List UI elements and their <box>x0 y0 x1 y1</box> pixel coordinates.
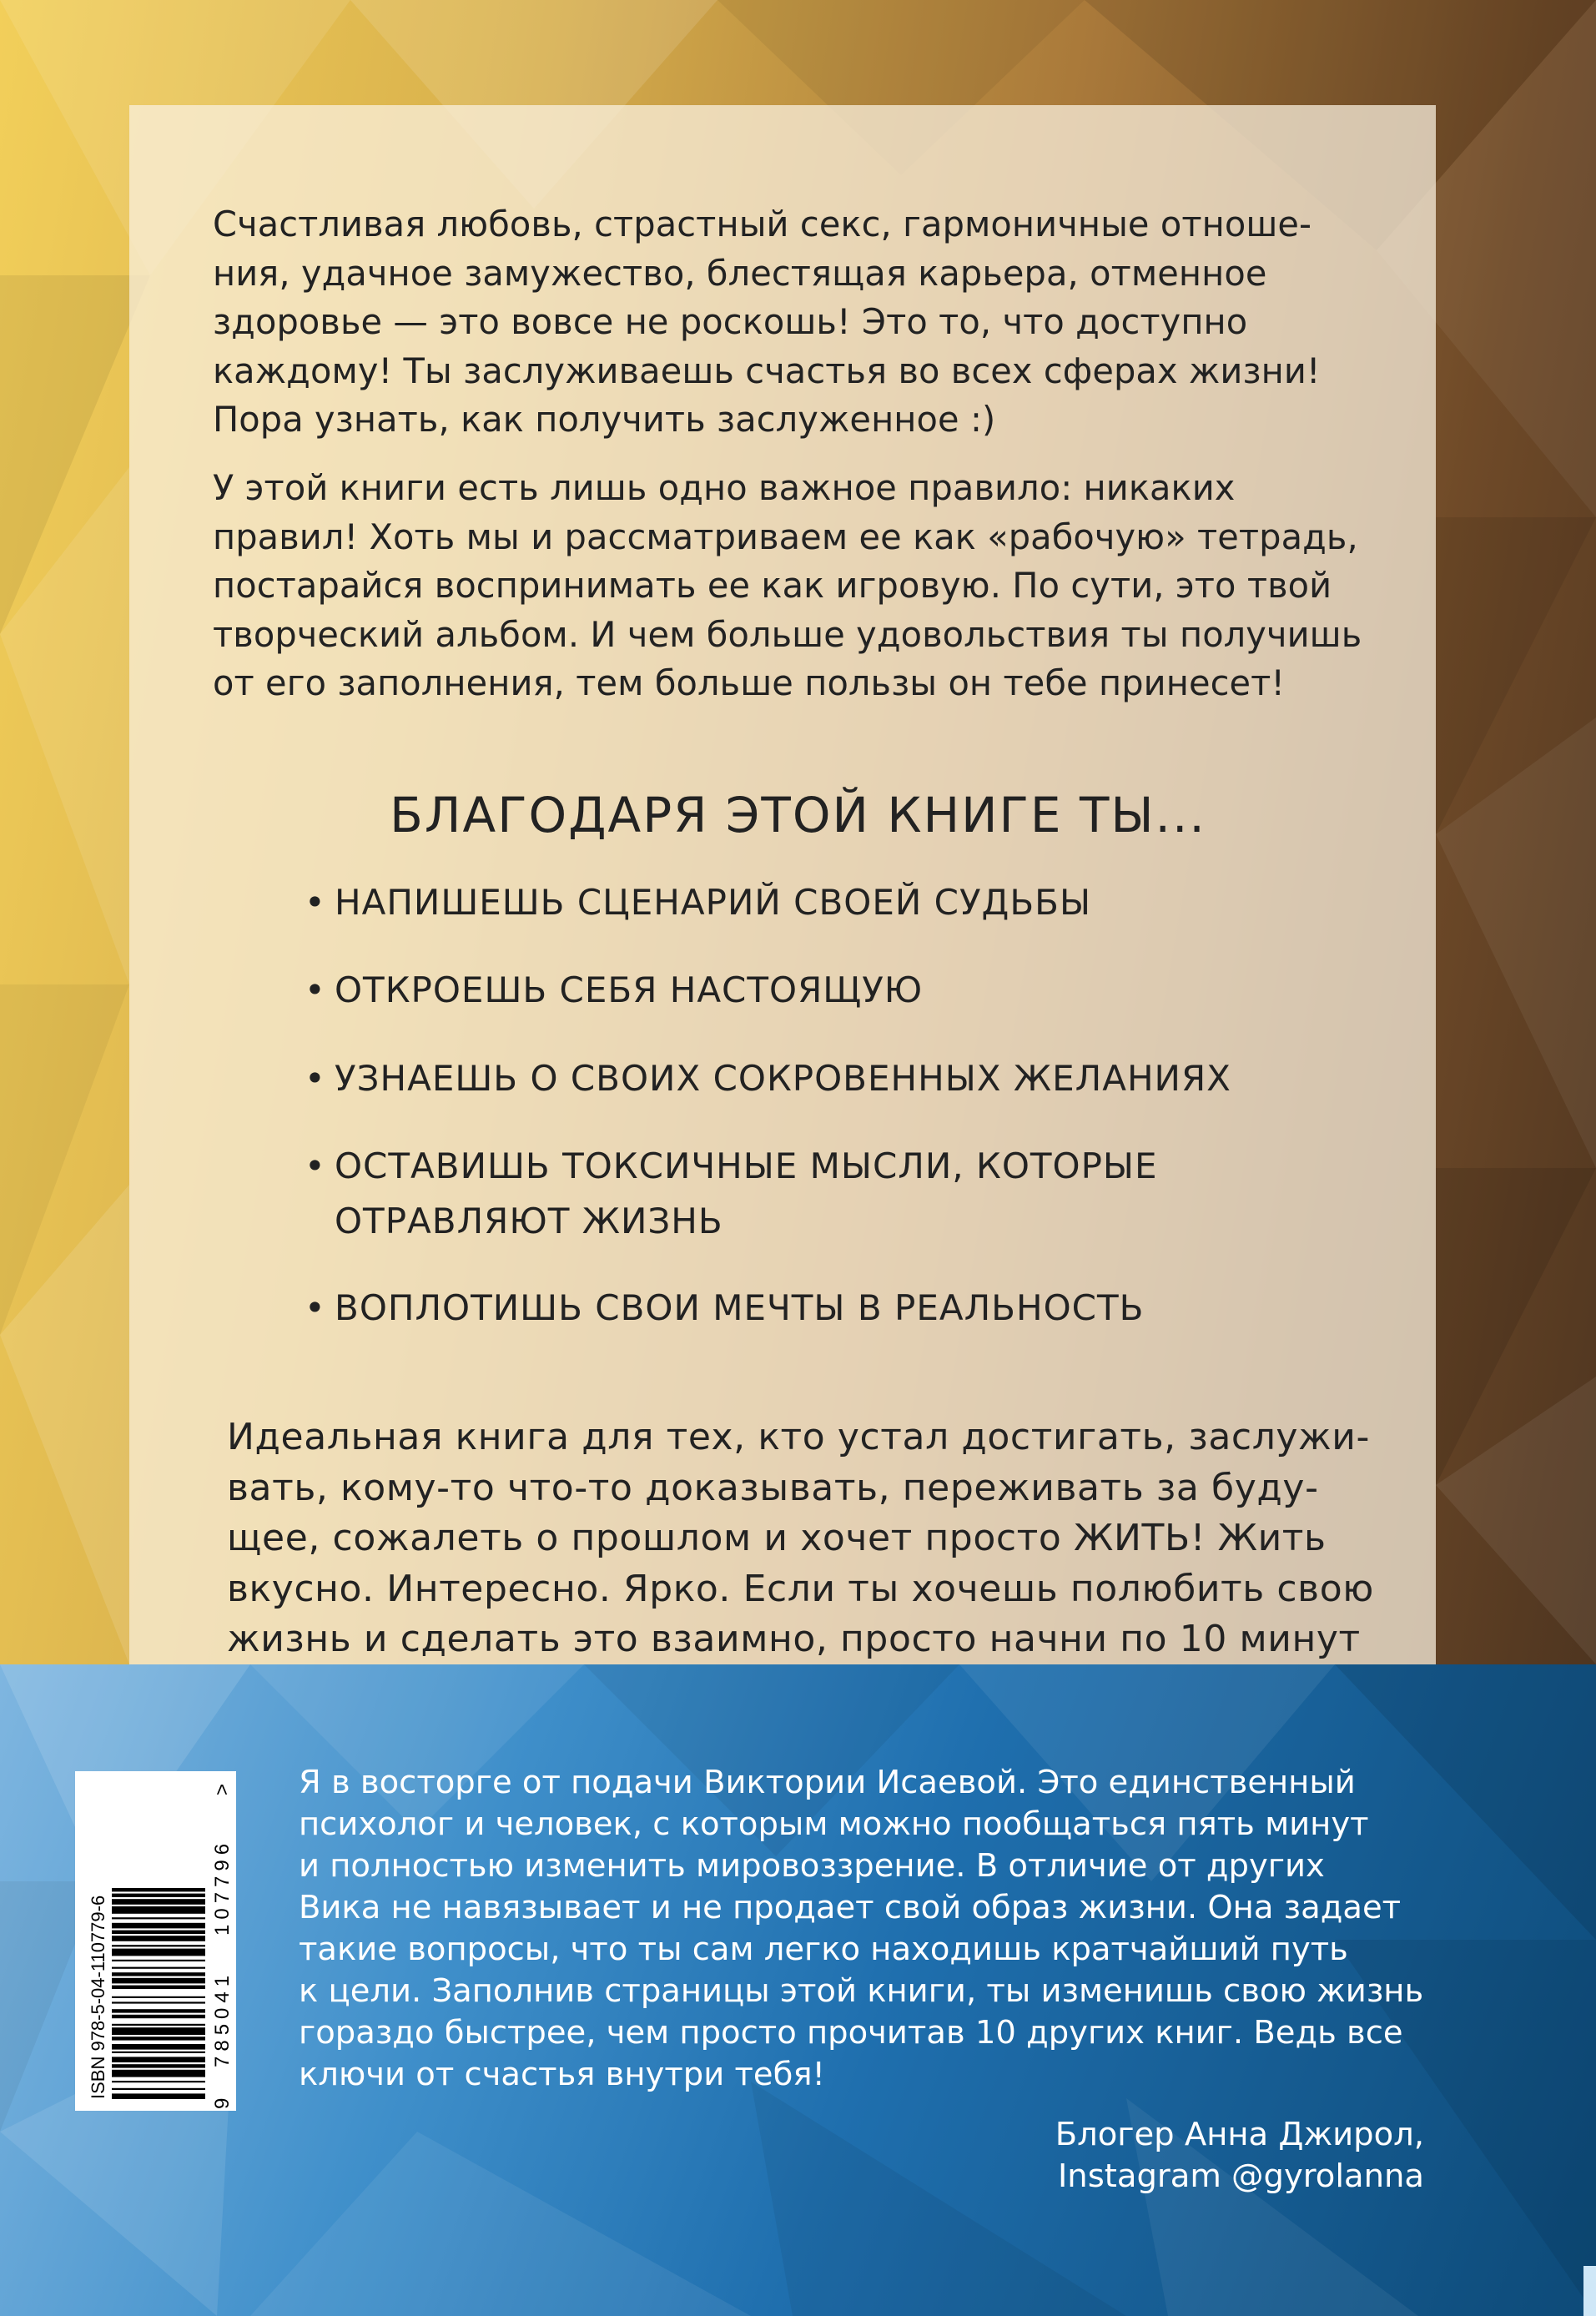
text-line: здоровье — это вовсе не роскошь! Это то, что доступно <box>213 301 1248 342</box>
barcode-bar <box>112 2070 205 2077</box>
barcode-digits-left: 785041 <box>211 1970 234 2067</box>
testimonial-quote <box>299 1762 1423 2096</box>
barcode-digits-right: 107796 <box>211 1838 234 1936</box>
benefit-text: НАПИШЕШЬ СЦЕНАРИЙ СВОЕЙ СУДЬБЫ <box>335 882 1092 923</box>
author-name: Блогер Анна Джирол, <box>1055 2116 1424 2153</box>
barcode-bar <box>112 2088 205 2090</box>
text-line: от его заполнения, тем больше пользы он тебе принесет! <box>213 662 1286 703</box>
benefit-item <box>307 1051 1231 1106</box>
isbn-barcode <box>75 1771 236 2111</box>
text-line: гораздо быстрее, чем просто прочитав 10 других книг. Ведь все <box>299 2014 1403 2052</box>
text-line: каждому! Ты заслуживаешь счастья во всех сферах жизни! <box>213 350 1321 391</box>
outro-paragraph <box>227 1412 1374 1665</box>
text-line: такие вопросы, что ты сам легко находишь кратчайший путь <box>299 1931 1348 1968</box>
benefit-text: УЗНАЕШЬ О СВОИХ СОКРОВЕННЫХ ЖЕЛАНИЯХ <box>335 1058 1231 1099</box>
barcode-bar <box>112 1996 205 1998</box>
barcode-bar <box>112 1949 205 1956</box>
barcode-bar <box>112 1888 205 1891</box>
bullet-icon: • <box>305 969 326 1010</box>
text-line: Идеальная книга для тех, кто устал достигать, заслужи- <box>227 1416 1370 1458</box>
barcode-bar <box>112 1906 205 1914</box>
text-line: постарайся воспринимать ее как игровую. По сути, это твой <box>213 565 1332 606</box>
barcode-graphic <box>75 1771 236 2111</box>
barcode-bar <box>112 1945 205 1946</box>
text-line: психолог и человек, с которым можно пообщаться пять минут <box>299 1805 1369 1843</box>
benefit-text: ОСТАВИШЬ ТОКСИЧНЫЕ МЫСЛИ, КОТОРЫЕ <box>335 1145 1158 1186</box>
barcode-bar <box>112 2081 205 2082</box>
barcode-arrow: > <box>211 1783 234 1795</box>
barcode-bar <box>112 1960 205 1961</box>
barcode-bar <box>112 2001 205 2003</box>
benefit-text: ОТКРОЕШЬ СЕБЯ НАСТОЯЩУЮ <box>335 969 924 1010</box>
text-line: жизнь и сделать это взаимно, просто начни по 10 минут <box>227 1618 1361 1660</box>
bullet-icon: • <box>305 882 326 923</box>
barcode-bar <box>112 1978 205 1984</box>
barcode-bar <box>112 1986 205 1989</box>
spine-edge-mark <box>1583 2266 1596 2316</box>
benefit-item <box>307 1281 1144 1336</box>
text-line: правил! Хоть мы и рассматриваем ее как «рабочую» тетрадь, <box>213 516 1358 557</box>
barcode-bar <box>112 2024 205 2026</box>
benefit-item <box>307 1139 1158 1249</box>
text-line: Пора узнать, как получить заслуженное :) <box>213 399 996 440</box>
text-line: щее, сожалеть о прошлом и хочет просто ЖИТЬ! Жить <box>227 1517 1327 1559</box>
text-line: ключи от счастья внутри тебя! <box>299 2056 825 2093</box>
barcode-digit-first: 9 <box>211 2097 234 2109</box>
barcode-bar <box>112 2052 205 2053</box>
barcode-bar <box>112 1894 205 1897</box>
text-line: ния, удачное замужество, блестящая карьера, отменное <box>213 252 1267 294</box>
barcode-bar <box>112 1917 205 1919</box>
benefit-item <box>307 875 1091 930</box>
text-line: творческий альбом. И чем больше удовольствия ты получишь <box>213 613 1362 655</box>
text-line: Счастливая любовь, страстный секс, гармоничные отноше- <box>213 204 1312 244</box>
text-line: к цели. Заполнив страницы этой книги, ты изменишь свою жизнь <box>299 1972 1424 2010</box>
barcode-bar <box>112 1972 205 1976</box>
benefit-text: ВОПЛОТИШЬ СВОИ МЕЧТЫ В РЕАЛЬНОСТЬ <box>335 1287 1145 1328</box>
barcode-bar <box>112 2037 205 2040</box>
text-line: Вика не навязывает и не продает свой образ жизни. Она задает <box>299 1889 1402 1926</box>
text-line: и полностью изменить мировоззрение. В отличие от других <box>299 1847 1325 1885</box>
barcode-bar <box>112 2057 205 2062</box>
intro-paragraph-2 <box>213 464 1362 708</box>
bullet-icon: • <box>305 1058 326 1099</box>
barcode-bar <box>112 1931 205 1934</box>
benefit-item <box>307 963 923 1018</box>
barcode-bar <box>112 2044 205 2050</box>
benefit-text: ОТРАВЛЯЮТ ЖИЗНЬ <box>335 1201 723 1241</box>
barcode-bar <box>112 2064 205 2067</box>
barcode-bar <box>112 1899 205 1905</box>
barcode-bar <box>112 2009 205 2012</box>
text-line: У этой книги есть лишь одно важное правило: никаких <box>213 467 1236 508</box>
barcode-bar <box>112 1923 205 1929</box>
barcode-bars <box>112 1888 205 2099</box>
isbn-label: ISBN 978-5-04-110779-6 <box>88 1895 108 2099</box>
intro-paragraph-1 <box>213 200 1321 445</box>
author-handle: Instagram @gyrolanna <box>1057 2157 1424 2195</box>
barcode-bar <box>112 2015 205 2018</box>
bullet-icon: • <box>305 1145 326 1186</box>
benefits-heading: БЛАГОДАРЯ ЭТОЙ КНИГЕ ТЫ... <box>390 787 1206 843</box>
text-line: вать, кому-то что-то доказывать, переживать за буду- <box>227 1466 1319 1509</box>
barcode-bar <box>112 1967 205 1969</box>
text-line: Я в восторге от подачи Виктории Исаевой. Это единственный <box>299 1764 1356 1801</box>
barcode-bar <box>112 2093 205 2099</box>
bullet-icon: • <box>305 1287 326 1328</box>
barcode-bar <box>112 1936 205 1941</box>
testimonial-author <box>1055 2114 1424 2198</box>
text-line: вкусно. Интересно. Ярко. Если ты хочешь полюбить свою <box>227 1567 1374 1610</box>
barcode-bar <box>112 2027 205 2035</box>
